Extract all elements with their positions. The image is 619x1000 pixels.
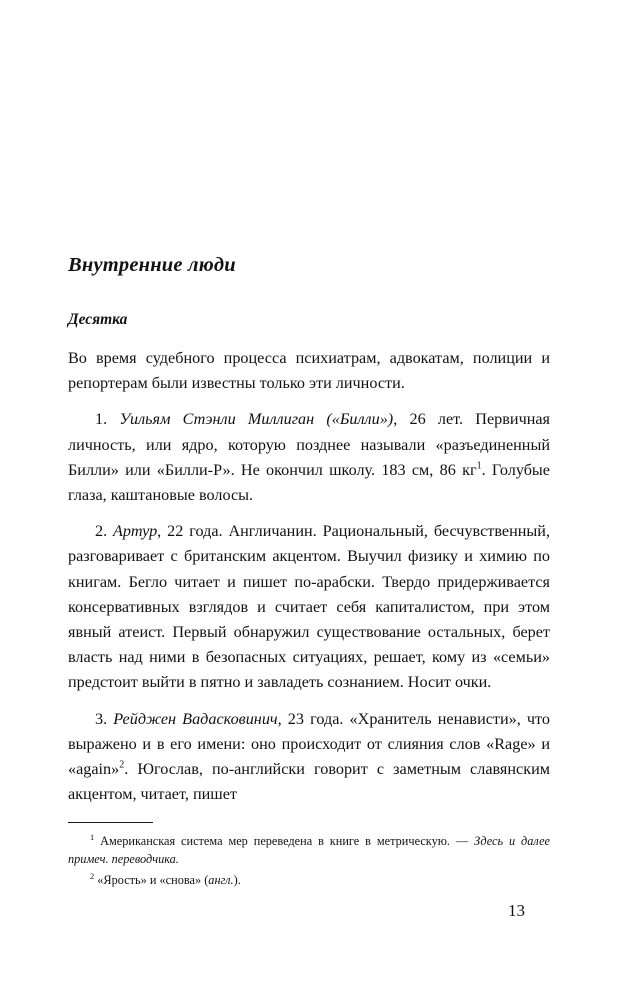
- footnote-list: [68, 832, 550, 889]
- paragraph-person-1: [68, 407, 550, 508]
- footnote-separator-rule: [68, 822, 153, 823]
- text-run: , 26 лет. Первичная личность, или ядро, которую позднее называли «разъединенный Билли» или «Билли-Р». Не окончил школу. 183 см, 86 кг: [68, 410, 550, 479]
- footnote-reference-marker[interactable]: 2: [119, 759, 125, 771]
- paragraph-person-3: [68, 707, 550, 808]
- paragraph-intro: [68, 346, 550, 396]
- footnote-reference-marker[interactable]: 1: [476, 460, 482, 472]
- emphasis-text: Здесь и далее примеч. переводчика.: [68, 834, 550, 867]
- page-number: 13: [508, 901, 525, 920]
- text-run: 1.: [95, 410, 120, 429]
- text-run: «Ярость» и «снова» (: [97, 872, 209, 887]
- footnote-1: [68, 832, 550, 869]
- emphasis-text: Рейджен Вадасковинич: [113, 709, 278, 728]
- page-text-block: [68, 252, 550, 807]
- emphasis-text: Уильям Стэнли Миллиган («Билли»): [119, 410, 394, 429]
- footnote-number: 2: [90, 871, 95, 881]
- footnotes-area: [68, 822, 550, 889]
- text-run: 2.: [95, 522, 114, 541]
- text-run: . Югослав, по-английски говорит с заметным славянским акцентом, читает, пишет: [68, 760, 550, 804]
- paragraph-person-2: [68, 519, 550, 695]
- body-paragraphs: [68, 346, 550, 807]
- footnote-2: [68, 871, 550, 889]
- emphasis-text: Артур: [113, 522, 158, 541]
- text-run: Американская система мер переведена в книге в метрическую. —: [100, 834, 475, 848]
- text-run: 3.: [95, 709, 114, 728]
- footnote-number: 1: [90, 832, 95, 842]
- text-run: Во время судебного процесса психиатрам, адвокатам, полиции и репортерам были известны только эти личности.: [68, 349, 550, 393]
- section-subtitle: Десятка: [68, 311, 128, 328]
- emphasis-text: англ.: [208, 872, 234, 887]
- text-run: ).: [233, 872, 241, 887]
- chapter-title: Внутренние люди: [68, 254, 236, 276]
- text-run: , 22 года. Англичанин. Рациональный, бесчувственный, разговаривает с британским акцентом. Выучил физику и химию по книгам. Бегло читает и пишет по-арабски. Твердо придерживается консервативных взглядов и считает себя капиталистом, при этом явный атеист. Первый обнаружил существование остальных, берет власть над ними в безопасных ситуациях, решает, кому из «семьи» предстоит выйти в пятно и завладеть сознанием. Носит очки.: [68, 522, 550, 692]
- text-run: . Голубые глаза, каштановые волосы.: [68, 460, 550, 505]
- text-run: , 23 года. «Хранитель ненависти», что выражено и в его имени: оно происходит от слияния слов «Rage» и «again»: [68, 709, 551, 779]
